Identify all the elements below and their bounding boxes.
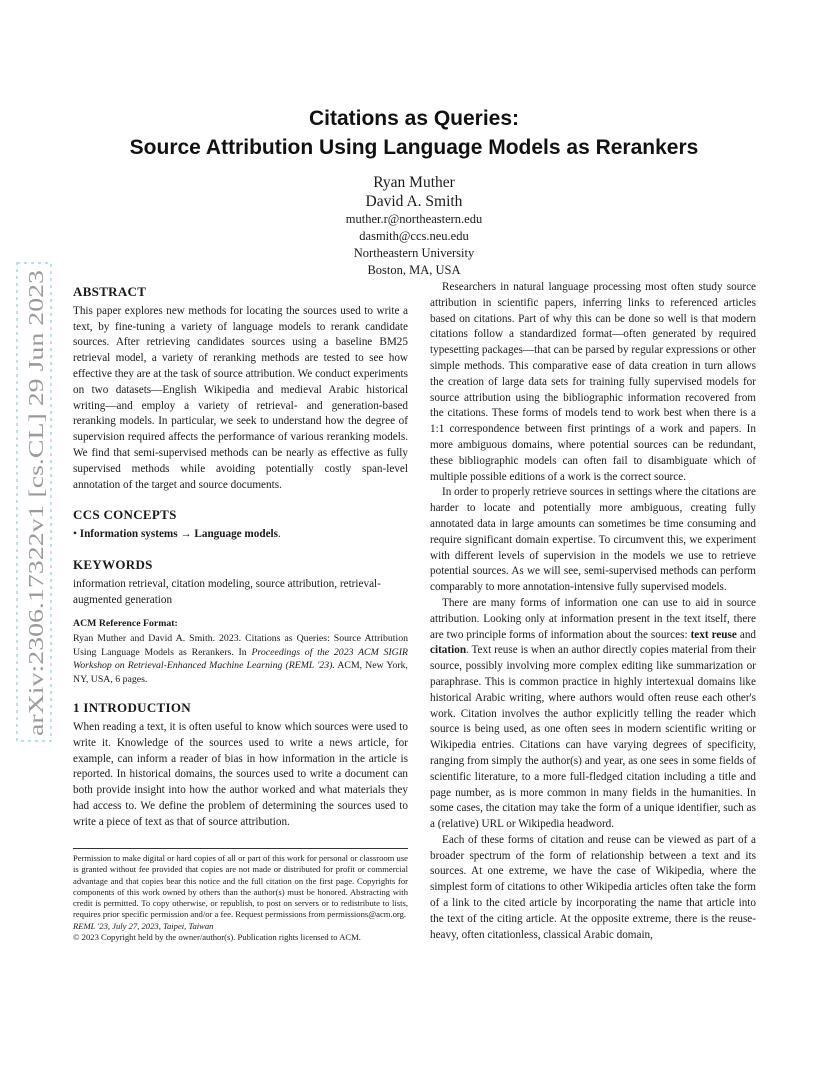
author-block	[0, 173, 828, 279]
term-text-reuse: text reuse	[690, 628, 737, 641]
conference-info: REML '23, July 27, 2023, Taipei, Taiwan	[73, 920, 214, 931]
acm-ref-suffix: ACM, New York, NY, USA, 6 pages.	[73, 660, 408, 685]
arxiv-stamp	[16, 262, 52, 742]
author-email-2: dasmith@ccs.neu.edu	[359, 229, 469, 243]
ccs-bullet: •	[73, 528, 77, 541]
right-paragraph-4: Each of these forms of citation and reuse can be viewed as part of a broader spectrum of the form of relationship between a text and its sources. At one extreme, we have the case of Wikipedia, where the simplest form of citations to other Wikipedia articles often take the form of a link to the cited article by incorporating the name that article into the text of the citing article. At the opposite extreme, there is the reuse-heavy, often citationless, classical Arabic domain,	[430, 833, 756, 941]
paper-title	[0, 104, 828, 162]
right-paragraph-3	[430, 596, 756, 833]
right-paragraph-1: Researchers in natural language processing most often study source attribution in scientific papers, inferring links to referenced articles based on citations. Part of why this can be done so well is that modern citations follow a standardized format—often generated by required typesetting packages—that can be parsed by regular expressions or other simple methods. This comparative ease of data creation in turn allows the creation of large data sets for training fully supervised models for source attribution using the bibliographic information recovered from the citations. These forms of models tend to work best when there is a 1:1 correspondence between first printings of a work and papers. In more ambiguous domains, where potential sources can be redundant, these bibliographic models can often fail to disambiguate which of multiple possible editions of a work is the correct source.	[430, 281, 756, 483]
permission-text: Permission to make digital or hard copies of all or part of this work for personal or classroom use is granted without fee provided that copies are not made or distributed for profit or commercial advantage and that copies bear this notice and the full citation on the first page. Copyrights for components of this work owned by others than the author(s) must be honored. Abstracting with credit is permitted. To copy otherwise, or republish, to post on servers or to redistribute to lists, requires prior specific permission and/or a fee. Request permissions from permissions@acm.org.	[73, 853, 408, 920]
author-location: Boston, MA, USA	[367, 263, 461, 277]
intro-heading: 1 INTRODUCTION	[73, 700, 191, 716]
ccs-period: .	[278, 528, 281, 541]
title-line-1: Citations as Queries:	[308, 107, 520, 130]
keywords-heading: KEYWORDS	[73, 556, 153, 572]
right-paragraph-2: In order to properly retrieve sources in settings where the citations are harder to locate and potentially more ambiguous, creating fully annotated data in large amounts can sometimes be time consuming and require significant domain expertise. To circumvent this, we experiment with different levels of supervision in the models we use to retrieve potential sources. As we will see, semi-supervised methods can perform comparably to more annotation-intensive fully supervised models.	[430, 486, 756, 594]
left-column	[73, 280, 408, 831]
permission-footnote	[73, 848, 408, 943]
ccs-arrow: →	[180, 528, 192, 541]
p3-and: and	[736, 628, 757, 641]
acm-ref-prefix: Ryan Muther and David A. Smith. 2023. Citations as Queries: Source Attribution Using Language Models as Rerankers. In	[73, 633, 408, 658]
ccs-heading: CCS CONCEPTS	[73, 507, 177, 523]
intro-paragraph-1: When reading a text, it is often useful to know which sources were used to write it. Knowledge of the sources used to write a news article, for example, can inform a reader of bias in how information in the article is reported. In historical domains, the sources used to write a document can both provide insight into how the author worked and what materials they had access to. We define the problem of determining the sources used to write a piece of text as that of source attribution.	[73, 720, 408, 828]
ccs-item-2: Language models	[194, 528, 278, 541]
copyright-line: © 2023 Copyright held by the owner/author(s). Publication rights licensed to ACM.	[73, 932, 361, 943]
right-column	[430, 280, 756, 943]
author-name-1: Ryan Muther	[373, 174, 455, 191]
author-email-1: muther.r@northeastern.edu	[345, 212, 483, 226]
keywords-text: information retrieval, citation modeling, source attribution, retrieval-augmented generation	[73, 577, 381, 606]
acm-reference	[73, 632, 408, 686]
author-affiliation: Northeastern University	[353, 246, 475, 260]
abstract-heading: ABSTRACT	[73, 284, 147, 299]
acm-ref-heading: ACM Reference Format:	[73, 618, 178, 630]
title-line-2: Source Attribution Using Language Models as Rerankers	[129, 136, 699, 159]
abstract-text: This paper explores new methods for locating the sources used to write a text, by fine-tuning a variety of language models to rerank candidate sources. After retrieving candidates sources using a baseline BM25 retrieval model, a variety of reranking methods are tested to see how effective they are at the task of source attribution. We conduct experiments on two datasets—English Wikipedia and medieval Arabic historical writing—and employ a variety of retrieval- and generation-based reranking models. In particular, we seek to understand how the degree of supervision required affects the performance of various reranking models. We find that semi-supervised methods can be nearly as effective as fully supervised methods while avoiding potentially costly span-level annotation of the target and source documents.	[73, 304, 408, 491]
acm-ref-venue: Proceedings of the 2023 ACM SIGIR Workshop on Retrieval-Enhanced Machine Learning (REML '23).	[73, 646, 408, 672]
author-name-2: David A. Smith	[365, 193, 463, 210]
p3-lead: There are many forms of information one can use to aid in source attribution. Looking only at information present in the text itself, there are two principle forms of information about the sources:	[430, 596, 756, 641]
ccs-item-1: Information systems	[79, 528, 178, 541]
term-citation: citation	[430, 644, 467, 657]
arxiv-stamp-text: arXiv:2306.17322v1 [cs.CL] 29 Jun 2023	[24, 376, 48, 736]
ccs-concepts	[73, 527, 408, 543]
p3-rest: . Text reuse is when an author directly copies material from their source, possibly involving more complex editing like summarization or paraphrase. This is common practice in highly intertexual domains like historical Arabic writing, where authors would often reuse each other's work. Citation involves the author explicitly telling the reader which source is being used, as one often sees in modern scientific writing or Wikipedia entries. Citations can have varying degrees of specificity, ranging from simply the author(s) and year, as one sees in some fields of scientific literature, to a more full-fledged citation including a title and page number, as is more common in many fields in the humanities. In some cases, the citation may take the form of a unique identifier, such as a (relative) URL or Wikipedia headword.	[430, 644, 756, 831]
